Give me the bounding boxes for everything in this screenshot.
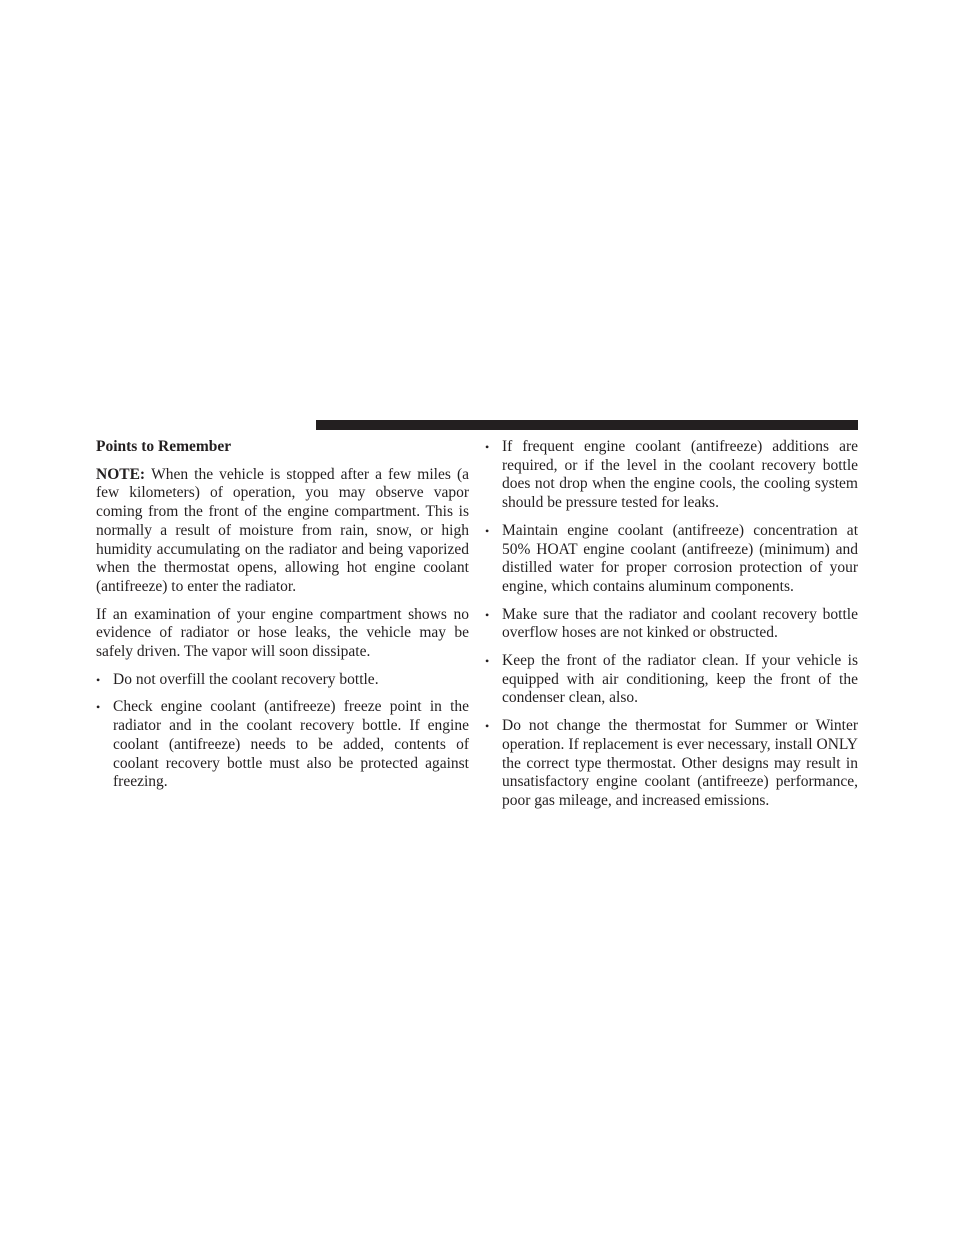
note-paragraph — [96, 466, 469, 597]
left-bullet-list — [96, 671, 469, 792]
list-item-text: Make sure that the radiator and coolant recovery bottle overflow hoses are not kinked or obstructed. — [502, 605, 858, 642]
list-item-text: Do not overfill the coolant recovery bottle. — [113, 670, 379, 688]
body-paragraph: If an examination of your engine compartment shows no evidence of radiator or hose leaks, the vehicle may be safely driven. The vapor will soon dissipate. — [96, 605, 469, 661]
bullet-icon: • — [485, 607, 490, 622]
bullet-icon: • — [485, 654, 490, 669]
list-item-text: If frequent engine coolant (antifreeze) additions are required, or if the level in the coolant recovery bottle does not drop when the engine cools, the cooling system should be pressure tested for leaks. — [502, 438, 858, 512]
list-item — [485, 717, 858, 811]
section-header-rule — [316, 420, 858, 430]
list-item — [485, 438, 858, 513]
note-label: NOTE: — [96, 465, 146, 483]
list-item — [485, 652, 858, 708]
note-text: When the vehicle is stopped after a few miles (a few kilometers) of operation, you may observe vapor coming from the front of the engine compartment. This is normally a result of moisture from rain, snow, or high humidity accumulating on the radiator and being vaporized when the thermostat opens, allowing hot engine coolant (antifreeze) to enter the radiator. — [96, 465, 469, 595]
list-item-text: Do not change the thermostat for Summer or Winter operation. If replacement is ever necessary, install ONLY the correct type thermostat. Other designs may result in unsatisfactory engine coolant (antifreeze) performance, poor gas mileage, and increased emissions. — [502, 717, 858, 809]
bullet-icon: • — [485, 440, 490, 454]
right-column — [485, 438, 858, 820]
right-bullet-list — [485, 438, 858, 811]
list-item-text: Keep the front of the radiator clean. If your vehicle is equipped with air conditioning, keep the front of the condenser clean, also. — [502, 652, 858, 707]
bullet-icon: • — [485, 719, 490, 734]
list-item — [96, 698, 469, 792]
bullet-icon: • — [96, 672, 101, 687]
list-item-text: Check engine coolant (antifreeze) freeze point in the radiator and in the coolant recovery bottle. If engine coolant (antifreeze) needs to be added, contents of coolant recovery bottle must also be protected against freezing. — [113, 698, 469, 791]
list-item — [485, 522, 858, 597]
list-item-text: Maintain engine coolant (antifreeze) concentration at 50% HOAT engine coolant (antifreeze) (minimum) and distilled water for proper corrosion protection of your engine, which contains aluminum components. — [502, 521, 858, 595]
list-item — [96, 671, 469, 690]
bullet-icon: • — [96, 700, 101, 715]
bullet-icon: • — [485, 523, 490, 538]
section-heading: Points to Remember — [96, 438, 232, 455]
left-column — [96, 438, 469, 801]
list-item — [485, 606, 858, 643]
